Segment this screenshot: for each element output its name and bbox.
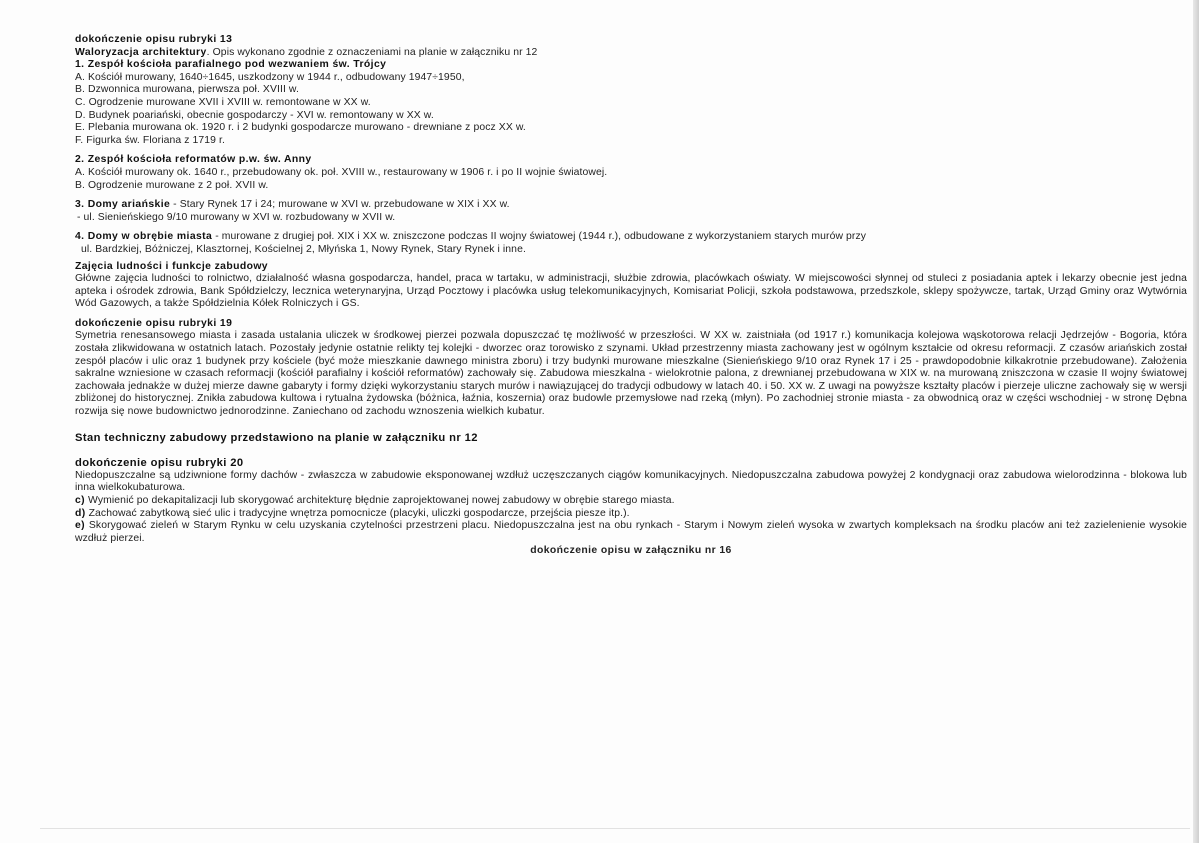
complex-3-item: - ul. Sienieńskiego 9/10 murowany w XVI w. rozbudowany w XVII w. <box>77 211 396 223</box>
section-heading-r19: dokończenie opisu rubryki 19 <box>75 317 233 329</box>
occupation-heading: Zajęcia ludności i funkcje zabudowy <box>75 260 268 272</box>
valorization-label: Waloryzacja architektury <box>75 46 207 58</box>
recommendation-e-text: Skorygować zieleń w Starym Rynku w celu uzyskania czytelności przestrzeni placu. Niedopuszczalna jest na obu rynkach - Starym i Nowym zieleń wysoka w zwartych kompleksach na środku placów ani też zazielenienie wysokie wzdłuż pierzei. <box>75 520 1187 544</box>
complex-1-item-d: D. Budynek poariański, obecnie gospodarczy - XVI w. remontowany w XX w. <box>75 109 434 121</box>
valorization-line <box>75 47 1187 60</box>
recommendation-e <box>75 520 1187 545</box>
section-heading-r20: dokończenie opisu rubryki 20 <box>75 457 244 470</box>
complex-1-item-b: B. Dzwonnica murowana, pierwsza poł. XVIII w. <box>75 84 299 96</box>
recommendation-d-text: Zachować zabytkową sieć ulic i tradycyjne wnętrza pomocnicze (placyki, uliczki gospodarcze, przejścia piesze itp.). <box>85 507 630 519</box>
complex-1-heading: 1. Zespół kościoła parafialnego pod wezwaniem św. Trójcy <box>75 59 387 71</box>
valorization-text: . Opis wykonano zgodnie z oznaczeniami na planie w załączniku nr 12 <box>206 46 538 58</box>
complex-4-text: - murowane z drugiej poł. XIX i XX w. zniszczone podczas II wojny światowej (1944 r.), odbudowane z wykorzystaniem starych murów przy <box>212 231 867 243</box>
occupation-paragraph: Główne zajęcia ludności to rolnictwo, działalność własna gospodarcza, handel, praca w tartaku, w administracji, służbie zdrowia, placówkach oświaty. W miejscowości słynnej od stuleci z posiadania aptek i lekarzy obecnie jest jedna apteka i ośrodek zdrowia, Bank Spółdzielczy, lecznica weterynaryjna, Urząd Pocztowy i placówka usług telekomunikacyjnych, Komisariat Policji, szkoła podstawowa, przedszkole, sklepy spożywcze, tartak, Urząd Gminy oraz Wytwórnia Wód Gazowych, a także Spółdzielnia Kółek Rolniczych i GS. <box>75 273 1187 310</box>
complex-2-heading: 2. Zespół kościoła reformatów p.w. św. Anny <box>75 154 312 166</box>
complex-4-line <box>75 231 1187 244</box>
spacer <box>75 192 1187 199</box>
history-paragraph: Symetria renesansowego miasta i zasada ustalania uliczek w środkowej pierzei pozwala dopuszczać tę możliwość w przeszłości. W XX w. zaistniała (od 1917 r.) komunikacja kolejowa wąskotorowa relacji Jędrzejów - Bogoria, która została zlikwidowana w ostatnich latach. Pozostały jedynie ostatnie relikty tej kolejki - dworzec oraz torowisko z szynami. Układ przestrzenny miasta zachowany jest w ogólnym kształcie od okresu reformacji. Z czasów ariańskich został zespół placów i ulic oraz 1 budynek przy kościele (być może mieszkanie dawnego ministra zboru) i trzy budynki murowane mieszkalne (Sienieńskiego 9/10 oraz Rynek 17 i 25 - prawdopodobnie kilkakrotnie przebudowane). Założenia sakralne wzniesione w czasach reformacji (kościół parafialny i kościół reformatów) zachowały się. Zabudowa mieszkalna - wielokrotnie palona, z drewnianej przebudowana w XIX w. na murowaną zniszczona w czasie II wojny światowej zachowała jednakże w dużej mierze dawne gabaryty i formy dzięki wykorzystaniu starych murów i nawiązującej do tradycji odbudowy w latach 40. i 50. XX w. Z uwagi na powyższe kształty placów i pierzeje uliczne zachowały się w wersji zbliżonej do historycznej. Znikła zabudowa kultowa i rytualna żydowska (bóżnica, łaźnia, koszernia) oraz budowle przemysłowe nad rzeką (młyn). Po zachodniej stronie miasta - za obwodnicą oraz w części wschodniej - w stronę Dębna rozwija się nowe budownictwo jednorodzinne. Zaniechano od zachodu wznoszenia wielkich kubatur. <box>75 330 1187 418</box>
complex-2-item-b: B. Ogrodzenie murowane z 2 poł. XVII w. <box>75 179 269 191</box>
complex-2-item-a: A. Kościół murowany ok. 1640 r., przebudowany ok. poł. XVIII w., restaurowany w 1906 r. i po II wojnie światowej. <box>75 166 608 178</box>
restrictions-paragraph: Niedopuszczalne są udziwnione formy dachów - zwłaszcza w zabudowie eksponowanej wzdłuż uczęszczanych ciągów komunikacyjnych. Niedopuszczalna zabudowa powyżej 2 kondygnacji oraz zabudowa wielorodzinna - blokowa lub inna wielkokubaturowa. <box>75 469 1187 494</box>
scan-bottom-edge <box>40 828 1190 829</box>
recommendation-d-label: d) <box>75 507 86 519</box>
complex-1-item-f: F. Figurka św. Floriana z 1719 r. <box>75 134 225 146</box>
technical-state-note: Stan techniczny zabudowy przedstawiono na planie w załączniku nr 12 <box>75 431 478 444</box>
complex-4-heading: 4. Domy w obrębie miasta <box>75 231 213 243</box>
complex-3-text: - Stary Rynek 17 i 24; murowane w XVI w. przebudowane w XIX i XX w. <box>170 199 510 211</box>
spacer <box>75 444 1187 457</box>
complex-1-item-c: C. Ogrodzenie murowane XVII i XVIII w. remontowane w XX w. <box>75 96 371 108</box>
document-body <box>75 34 1187 558</box>
complex-1-item-a: A. Kościół murowany, 1640÷1645, uszkodzony w 1944 r., odbudowany 1947÷1950, <box>75 71 465 83</box>
spacer <box>75 311 1187 318</box>
recommendation-c <box>75 495 1187 508</box>
recommendation-c-text: Wymienić po dekapitalizacji lub skorygować architekturę błędnie zaprojektowanej nowej zabudowy w obrębie starego miasta. <box>85 495 675 506</box>
footer-note: dokończenie opisu w załączniku nr 16 <box>530 545 732 557</box>
complex-3-line <box>75 199 1187 212</box>
section-heading-r13: dokończenie opisu rubryki 13 <box>75 34 233 45</box>
recommendation-d <box>75 508 1187 521</box>
complex-4-streets: ul. Bardzkiej, Bóżniczej, Klasztornej, Kościelnej 2, Młyńska 1, Nowy Rynek, Stary Rynek i inne. <box>81 243 526 255</box>
recommendation-e-label: e) <box>75 520 86 532</box>
spacer <box>75 419 1187 432</box>
spacer <box>75 147 1187 154</box>
complex-3-heading: 3. Domy ariańskie <box>75 199 171 211</box>
scan-edge-shadow <box>1193 0 1199 843</box>
spacer <box>75 224 1187 231</box>
complex-1-item-e: E. Plebania murowana ok. 1920 r. i 2 budynki gospodarcze murowano - drewniane z pocz XX w. <box>75 122 526 134</box>
recommendation-c-label: c) <box>75 495 86 506</box>
